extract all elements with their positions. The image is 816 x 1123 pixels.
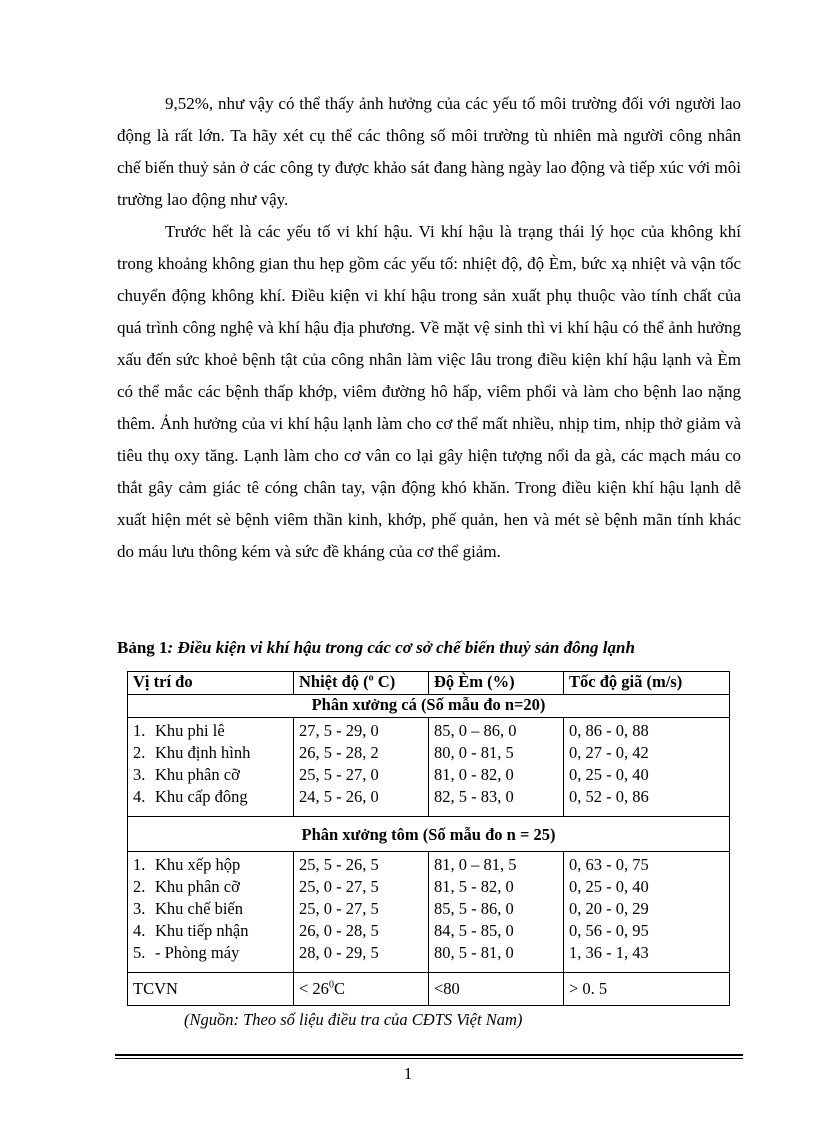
humidity-cell: 85, 0 – 86, 0 80, 0 - 81, 5 81, 0 - 82, 0 82, 5 - 83, 0 [429,718,564,817]
standard-humidity: <80 [429,973,564,1006]
section-title-shrimp: Phân xưởng tôm (Số mẫu đo n = 25) [128,817,730,852]
header-wind-speed: Tốc độ giã (m/s) [564,672,730,695]
page-number: 1 [403,1064,413,1083]
section-row-fish [128,695,730,718]
climate-table [127,671,730,1006]
location-item: 5. - Phòng máy [133,943,240,962]
table-caption [117,638,635,658]
location-item: 2. Khu định hình [133,743,251,762]
standard-row [128,973,730,1006]
location-item: 2. Khu phân cỡ [133,877,240,896]
standard-temperature: < $26^0C$ [294,973,429,1006]
header-temperature: Nhiệt độ ($^o$ C) [294,672,429,695]
location-item: 4. Khu cấp đông [133,787,248,806]
table-source-note: (Nguồn: Theo số liệu điều tra của CĐTS Việt Nam) [184,1010,523,1029]
wind-speed-cell: 0, 63 - 0, 75 0, 25 - 0, 40 0, 20 - 0, 29 0, 56 - 0, 95 1, 36 - 1, 43 [564,852,730,973]
paragraph-1: 9,52%, như vậy có thể thấy ảnh hưởng của các yếu tố môi trường đối với người lao động là rất lớn. Ta hãy xét cụ thể các thông số môi trường tù nhiên mà người công nhân chế biến thuỷ sản ở các công ty được khảo sát đang hàng ngày lao động và tiếp xúc với môi trường lao động như vậy. [117,94,741,209]
footer-rule-thick [115,1054,743,1056]
location-item: 3. Khu phân cỡ [133,765,240,784]
temperature-cell: 25, 5 - 26, 5 25, 0 - 27, 5 25, 0 - 27, 5 26, 0 - 28, 5 28, 0 - 29, 5 [294,852,429,973]
table-caption-title: : Điều kiện vi khí hậu trong các cơ sở chế biến thuỷ sản đông lạnh [167,638,635,657]
paragraph-2: Trước hết là các yếu tố vi khí hậu. Vi khí hậu là trạng thái lý học của không khí trong khoảng không gian thu hẹp gồm các yếu tố: nhiệt độ, độ Èm, bức xạ nhiệt và vận tốc chuyển động không khí. Điều kiện vi khí hậu trong sản xuất phụ thuộc vào tính chất của quá trình công nghệ và khí hậu địa phương. Về mặt vệ sinh thì vi khí hậu có thể ảnh hưởng xấu đến sức khoẻ bệnh tật của công nhân làm việc lâu trong điều kiện khí hậu lạnh và Èm có thể mắc các bệnh thấp khớp, viêm đường hô hấp, viêm phổi và làm cho bệnh lao nặng thêm. Ảnh hưởng của vi khí hậu lạnh làm cho cơ thể mất nhiều, nhịp tim, nhịp thở giảm và tiêu thụ oxy tăng. Lạnh làm cho cơ vân co lại gây hiện tượng nổi da gà, các mạch máu co thắt gây cảm giác tê cóng chân tay, vận động khó khăn. Trong điều kiện khí hậu lạnh dễ xuất hiện mét sè bệnh viêm thần kinh, khớp, phế quản, hen và mét sè bệnh mãn tính khác do máu lưu thông kém và sức đề kháng của cơ thể giảm. [117,222,741,561]
section-row-shrimp [128,817,730,852]
location-cell [128,718,294,817]
location-item: 4. Khu tiếp nhận [133,921,249,940]
footer-rule-thin [115,1058,743,1059]
standard-wind-speed: > 0. 5 [564,973,730,1006]
wind-speed-cell: 0, 86 - 0, 88 0, 27 - 0, 42 0, 25 - 0, 40 0, 52 - 0, 86 [564,718,730,817]
standard-label: TCVN [128,973,294,1006]
location-cell [128,852,294,973]
table-caption-label: Bảng 1 [117,638,168,657]
location-item: 3. Khu chế biến [133,899,243,918]
section-data-shrimp [128,852,730,973]
section-data-fish [128,718,730,817]
header-location: Vị trí đo [128,672,294,695]
table-header-row [128,672,730,695]
header-humidity: Độ Èm (%) [429,672,564,695]
location-item: 1. Khu xếp hộp [133,855,241,874]
section-title-fish: Phân xưởng cá (Số mẫu đo n=20) [128,695,730,718]
location-item: 1. Khu phi lê [133,721,225,740]
humidity-cell: 81, 0 – 81, 5 81, 5 - 82, 0 85, 5 - 86, 0 84, 5 - 85, 0 80, 5 - 81, 0 [429,852,564,973]
temperature-cell: 27, 5 - 29, 0 26, 5 - 28, 2 25, 5 - 27, 0 24, 5 - 26, 0 [294,718,429,817]
